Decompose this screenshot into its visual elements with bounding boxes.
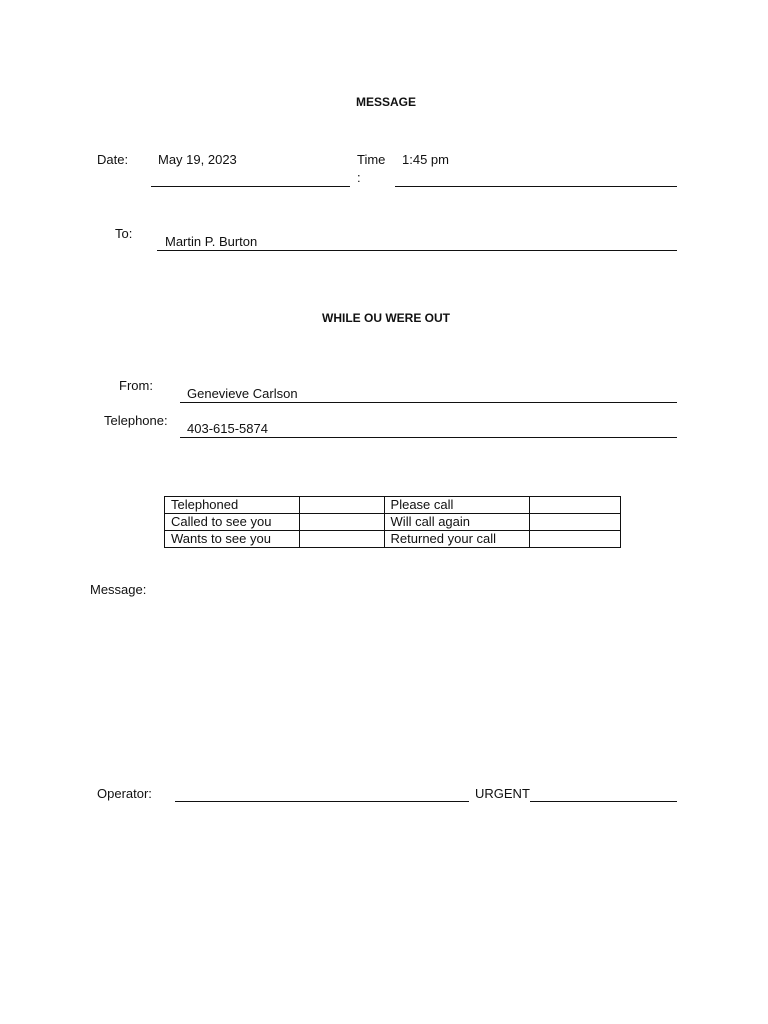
time-underline [395, 186, 677, 187]
urgent-label: URGENT [475, 786, 530, 801]
time-value: 1:45 pm [402, 152, 449, 167]
operator-label: Operator: [97, 786, 152, 801]
to-value: Martin P. Burton [165, 234, 258, 249]
to-underline [157, 250, 677, 251]
urgent-underline [530, 801, 677, 802]
checklist-box[interactable] [530, 514, 621, 531]
telephone-label: Telephone: [104, 413, 168, 428]
checklist-label: Wants to see you [165, 531, 300, 548]
checklist-label: Will call again [384, 514, 530, 531]
from-value: Genevieve Carlson [187, 386, 298, 401]
message-label: Message: [90, 582, 147, 597]
checklist-box[interactable] [299, 497, 384, 514]
checklist-box[interactable] [299, 531, 384, 548]
time-label: Time [357, 152, 386, 167]
time-colon: : [357, 170, 361, 185]
section-subtitle: WHILE OU WERE OUT [322, 311, 450, 325]
date-label: Date: [97, 152, 129, 167]
from-underline [180, 402, 677, 403]
date-underline [151, 186, 350, 187]
checklist-label: Please call [384, 497, 530, 514]
telephone-underline [180, 437, 677, 438]
operator-underline [175, 801, 469, 802]
from-label: From: [119, 378, 153, 393]
checklist-box[interactable] [530, 531, 621, 548]
checklist-label: Returned your call [384, 531, 530, 548]
telephone-value: 403-615-5874 [187, 421, 268, 436]
table-row [165, 514, 621, 531]
checklist-box[interactable] [530, 497, 621, 514]
table-row [165, 531, 621, 548]
date-value: May 19, 2023 [158, 152, 237, 167]
contact-checklist [164, 496, 621, 548]
form-title: MESSAGE [356, 95, 417, 109]
checklist-label: Telephoned [165, 497, 300, 514]
checklist-label: Called to see you [165, 514, 300, 531]
checklist-box[interactable] [299, 514, 384, 531]
to-label: To: [115, 226, 133, 241]
table-row [165, 497, 621, 514]
